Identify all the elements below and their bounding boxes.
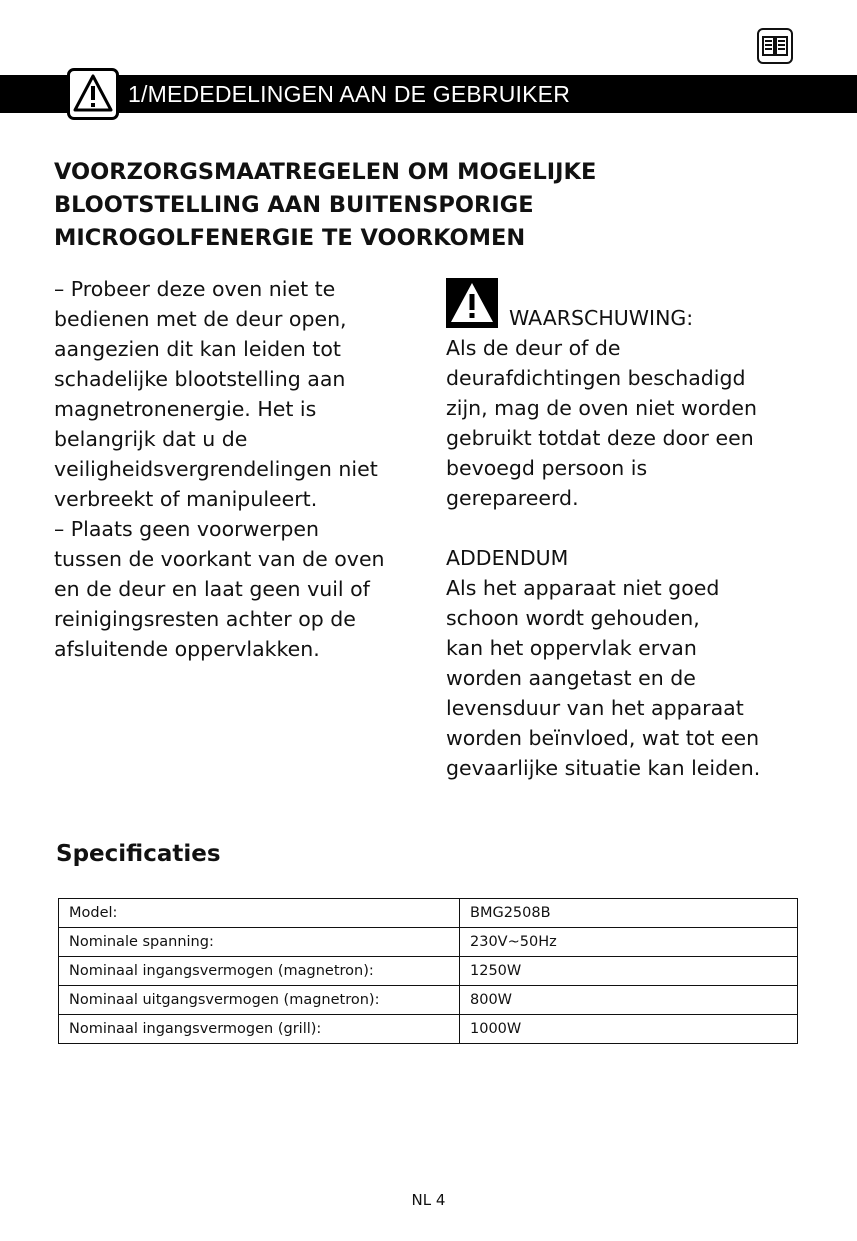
text-line: magnetronenergie. Het is [54,397,317,421]
text-line: zijn, mag de oven niet worden [446,396,758,420]
section-title: 1/MEDEDELINGEN AAN DE GEBRUIKER [128,81,571,107]
table-row [59,986,798,1015]
text-line: – Plaats geen voorwerpen [54,517,319,541]
spec-label: Model: [59,899,460,928]
specs-title: Specificaties [56,841,221,867]
text-line: reinigingsresten achter op de [54,607,356,631]
text-line: verbreekt of manipuleert. [54,487,318,511]
text-line: en de deur en laat geen vuil of [54,577,370,601]
spec-value: 1250W [460,957,798,986]
specs-table [58,898,798,1044]
manual-book-icon [757,28,793,64]
spec-value: 1000W [460,1015,798,1044]
addendum-title: ADDENDUM [446,546,569,570]
paragraph-gap [446,513,846,543]
text-line: tussen de voorkant van de oven [54,547,385,571]
heading-line: BLOOTSTELLING AAN BUITENSPORIGE [54,192,534,218]
spec-label: Nominaal uitgangsvermogen (magnetron): [59,986,460,1015]
spec-label: Nominaal ingangsvermogen (magnetron): [59,957,460,986]
warning-label: WAARSCHUWING: [509,306,694,330]
table-row [59,928,798,957]
spec-label: Nominale spanning: [59,928,460,957]
text-line: levensduur van het apparaat [446,696,744,720]
text-line: worden beïnvloed, wat tot een [446,726,760,750]
text-line: afsluitende oppervlakken. [54,637,320,661]
text-line: – Probeer deze oven niet te [54,277,336,301]
table-row [59,1015,798,1044]
text-line: deurafdichtingen beschadigd [446,366,746,390]
table-row [59,957,798,986]
spec-value: 800W [460,986,798,1015]
page-heading [54,156,754,255]
heading-line: MICROGOLFENERGIE TE VOORKOMEN [54,225,526,251]
spec-value: BMG2508B [460,899,798,928]
text-line: gerepareerd. [446,486,579,510]
text-line: schadelijke blootstelling aan [54,367,346,391]
warning-triangle-icon [67,68,119,120]
text-line: schoon wordt gehouden, [446,606,700,630]
text-line: aangezien dit kan leiden tot [54,337,341,361]
table-row [59,899,798,928]
text-line: gevaarlijke situatie kan leiden. [446,756,761,780]
text-line: gebruikt totdat deze door een [446,426,754,450]
text-line: kan het oppervlak ervan [446,636,697,660]
text-line: belangrijk dat u de [54,427,248,451]
right-column-text [446,333,846,783]
text-line: Als het apparaat niet goed [446,576,720,600]
spec-label: Nominaal ingangsvermogen (grill): [59,1015,460,1044]
page-number: NL 4 [411,1191,446,1209]
text-line: veiligheidsvergrendelingen niet [54,457,378,481]
left-column-text [54,274,424,664]
heading-line: VOORZORGSMAATREGELEN OM MOGELIJKE [54,159,597,185]
warning-sign-icon [446,278,498,328]
text-line: bevoegd persoon is [446,456,648,480]
text-line: Als de deur of de [446,336,621,360]
spec-value: 230V~50Hz [460,928,798,957]
text-line: bedienen met de deur open, [54,307,347,331]
text-line: worden aangetast en de [446,666,696,690]
